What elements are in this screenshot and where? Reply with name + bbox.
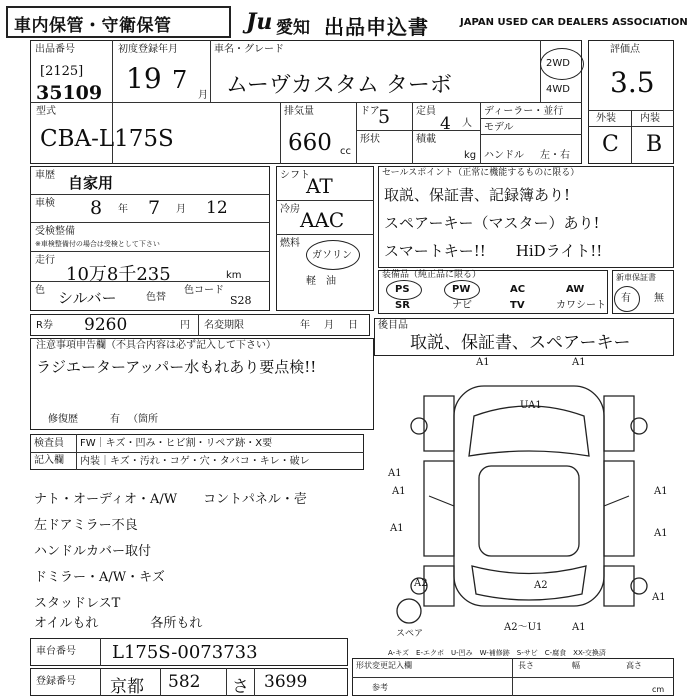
grade-points-label: 評価点 (610, 44, 640, 55)
attachments-value: 取説、保証書、スペアーキー (410, 333, 631, 353)
sales-point-label: セールスポイント（正常に機能するものに限る） (382, 168, 580, 178)
inspector-note-1: ナト・オーディオ・A/W コントパネル・壱 (34, 492, 307, 507)
reg-type-label: 車歴 (35, 170, 55, 181)
plate-area: 京都 (110, 677, 144, 697)
mileage-label: 走行 (35, 255, 55, 266)
sales-point-2: スペアーキー（マスター）あり! (384, 214, 600, 232)
displacement-value: 660 (288, 130, 332, 156)
fuel-value: ガソリン (312, 250, 352, 261)
length-label: 長さ (518, 661, 534, 670)
repair-yes-label: 有 (110, 414, 120, 425)
insp-year-unit: 年 (118, 204, 128, 215)
recycle-value: 9260 (84, 315, 128, 335)
inspector-note-4: ドミラー・A/W・キズ (34, 570, 165, 585)
capacity-value: 4 (440, 114, 451, 134)
damage-mark-a1-bumper: A1 (572, 622, 586, 633)
sales-point-3: スマートキー!! HiDライト!! (384, 242, 603, 260)
car-damage-diagram (384, 356, 674, 646)
inspector-note-5: スタッドレスT (34, 596, 121, 611)
reg-number-label: 登録番号 (36, 676, 76, 687)
plate-class: 582 (168, 672, 201, 692)
load-label: 積載 (416, 134, 436, 145)
model-label: 型式 (36, 106, 56, 117)
equip-tv: TV (510, 300, 525, 311)
shape-label: 形状 (360, 134, 380, 145)
form-title: 出品申込書 (324, 15, 429, 39)
ju-logo-icon: Ju (246, 9, 273, 35)
equip-ac: AC (510, 284, 526, 295)
entry-column-label: 記入欄 (34, 455, 64, 466)
car-name: ムーヴカスタム ターボ (226, 73, 452, 98)
dealer-label: ディーラー・並行 (484, 106, 564, 117)
damage-mark-a1-front-left: A1 (476, 357, 490, 368)
equipment-label: 装備品（純正品に限る） (382, 270, 482, 280)
org-english: JAPAN USED CAR DEALERS ASSOCIATION (460, 17, 688, 28)
damage-legend: A-キズ E-エクボ U-凹み W-補修跡 S-サビ C-腐食 XX-交換済 (388, 649, 606, 657)
left-rear-panel (424, 566, 454, 606)
name-change-label: 名変期限 (204, 320, 244, 331)
left-front-panel (424, 396, 454, 451)
deadline-month: 月 (324, 320, 334, 331)
warranty-yes-circle (614, 286, 640, 312)
left-right-label: 左・右 (540, 150, 570, 161)
inspection-label: 車検 (35, 198, 55, 209)
first-reg-label: 初度登録年月 (118, 44, 178, 55)
recycle-box (30, 314, 370, 336)
interior-grade: B (646, 132, 663, 157)
cc-label: cc (340, 146, 351, 157)
damage-mark-a1-left-rear: A1 (390, 523, 404, 534)
warranty-yes: 有 (621, 293, 631, 304)
notes-box (30, 338, 374, 430)
fuel-circle (306, 240, 360, 270)
color-change-label: 色替 (146, 292, 166, 303)
right-door (604, 461, 634, 556)
model-year-label: モデル (484, 122, 514, 133)
spare-tire (397, 599, 421, 623)
inspector-note-6: オイルもれ 各所もれ (34, 616, 203, 631)
km-label: km (226, 270, 242, 281)
right-front-panel (604, 396, 634, 451)
inspector-note-3: ハンドルカバー取付 (34, 544, 152, 559)
fuel-light-label: 軽 油 (306, 276, 336, 287)
received-check-label: 受検整備 (35, 226, 75, 237)
attachments-label: 後目品 (378, 320, 408, 331)
note-line-1: ラジエーターアッパー水もれあり要点検!! (36, 358, 317, 376)
damage-mark-ua1-hood: UA1 (520, 400, 542, 411)
equip-aw: AW (566, 284, 585, 295)
ref-label: 参考 (372, 683, 388, 692)
doors-label: ドア (360, 106, 380, 117)
received-check-note: ※車検整備付の場合は受検として下さい (35, 240, 160, 248)
insp-month-unit: 月 (176, 204, 186, 215)
reg-type-value: 自家用 (68, 174, 114, 192)
damage-mark-a2-left-quarter: A2 (414, 578, 428, 589)
mileage-value: 10万8千235 (66, 264, 171, 285)
inspector-note-2: 左ドアミラー不良 (34, 518, 138, 533)
color-label: 色 (35, 285, 45, 296)
org-name: 愛知 (276, 18, 310, 38)
damage-mark-a1-left-door: A1 (392, 486, 406, 497)
storage-note: 車内保管・守衛保管 (14, 16, 172, 36)
aircon-value: AAC (300, 208, 345, 232)
notes-label: 注意事項申告欄（不具合内容は必ず記入して下さい） (36, 340, 276, 351)
inspector-label: 検査員 (34, 438, 64, 449)
deadline-day: 日 (348, 320, 358, 331)
equip-seat: カワシート (556, 300, 606, 311)
fw-row: FW｜キズ・凹み・ヒビ割・リペア跡・X要 (80, 438, 273, 449)
lot-number-label: 出品番号 (35, 44, 75, 55)
displacement-label: 排気量 (284, 106, 314, 117)
lot-number: 35109 (36, 82, 103, 104)
damage-mark-a1-right-quarter: A1 (652, 592, 666, 603)
car-name-label: 車名・グレード (214, 44, 284, 55)
aircon-label: 冷房 (280, 204, 300, 215)
left-door (424, 461, 454, 556)
width-label: 幅 (572, 661, 580, 670)
recycle-yen: 円 (180, 320, 190, 331)
month-label: 月 (198, 90, 208, 101)
chassis-label: 車台番号 (36, 646, 76, 657)
damage-mark-a2-u1-bumper: A2～U1 (504, 622, 543, 633)
deadline-year: 年 (300, 320, 310, 331)
plate-kana: さ (232, 677, 249, 697)
kg-label: kg (464, 150, 477, 161)
damage-mark-a1-left-fender: A1 (388, 468, 402, 479)
equip-ps: PS (395, 284, 410, 295)
cm-label: cm (652, 685, 665, 694)
pw-circle (444, 280, 480, 300)
equip-pw: PW (452, 284, 471, 295)
windshield (469, 406, 589, 456)
doors-value: 5 (378, 106, 391, 128)
rear-window (472, 566, 586, 600)
insp-day: 12 (206, 198, 228, 218)
warranty-no: 無 (654, 293, 664, 304)
four-wd-label: 4WD (546, 84, 570, 95)
warranty-label: 新車保証書 (616, 273, 656, 282)
first-reg-year: 19 (126, 62, 162, 95)
damage-mark-a1-right-rear: A1 (654, 528, 668, 539)
repair-parts-label: （箇所 (128, 414, 158, 425)
shift-label: シフト (280, 170, 310, 181)
interior-label: 内装 (640, 113, 660, 124)
roof (479, 466, 579, 556)
person-label: 人 (462, 118, 472, 129)
equip-sr: SR (395, 300, 410, 311)
handle-label: ハンドル (484, 150, 524, 161)
model-code: CBA-L175S (40, 126, 174, 152)
sales-point-1: 取説、保証書、記録簿あり! (384, 186, 571, 204)
color-value: シルバー (58, 289, 117, 307)
height-label: 高さ (626, 661, 642, 670)
two-wd-label: 2WD (546, 58, 570, 69)
chassis-value: L175S-0073733 (112, 642, 258, 663)
recycle-label: R券 (36, 320, 53, 331)
shape-change-label: 形状変更記入欄 (356, 661, 412, 670)
fuel-label: 燃料 (280, 238, 300, 249)
repair-history-label: 修復歴 (48, 414, 78, 425)
spare-label: スペア (396, 629, 424, 639)
first-reg-month: 7 (172, 66, 188, 94)
exterior-grade: C (602, 132, 619, 157)
auction-code: [2125] (40, 64, 84, 79)
damage-mark-a1-right-door: A1 (654, 486, 668, 497)
shift-value: AT (306, 174, 333, 198)
right-rear-panel (604, 566, 634, 606)
ps-circle (386, 280, 422, 300)
interior-row: 内装｜キズ・汚れ・コゲ・穴・タバコ・キレ・破レ (80, 456, 310, 467)
exterior-label: 外装 (596, 113, 616, 124)
insp-month: 7 (148, 197, 161, 219)
plate-number: 3699 (264, 672, 308, 692)
grade-value: 3.5 (610, 66, 655, 99)
two-wd-circle (540, 48, 584, 80)
capacity-label: 定員 (416, 106, 436, 117)
color-code-label: 色コード (184, 285, 224, 296)
insp-year: 8 (90, 197, 103, 219)
color-code-value: S28 (230, 294, 252, 307)
damage-mark-a1-front-right: A1 (572, 357, 586, 368)
damage-mark-a2-rear: A2 (534, 580, 548, 591)
equip-navi: ナビ (452, 300, 472, 311)
